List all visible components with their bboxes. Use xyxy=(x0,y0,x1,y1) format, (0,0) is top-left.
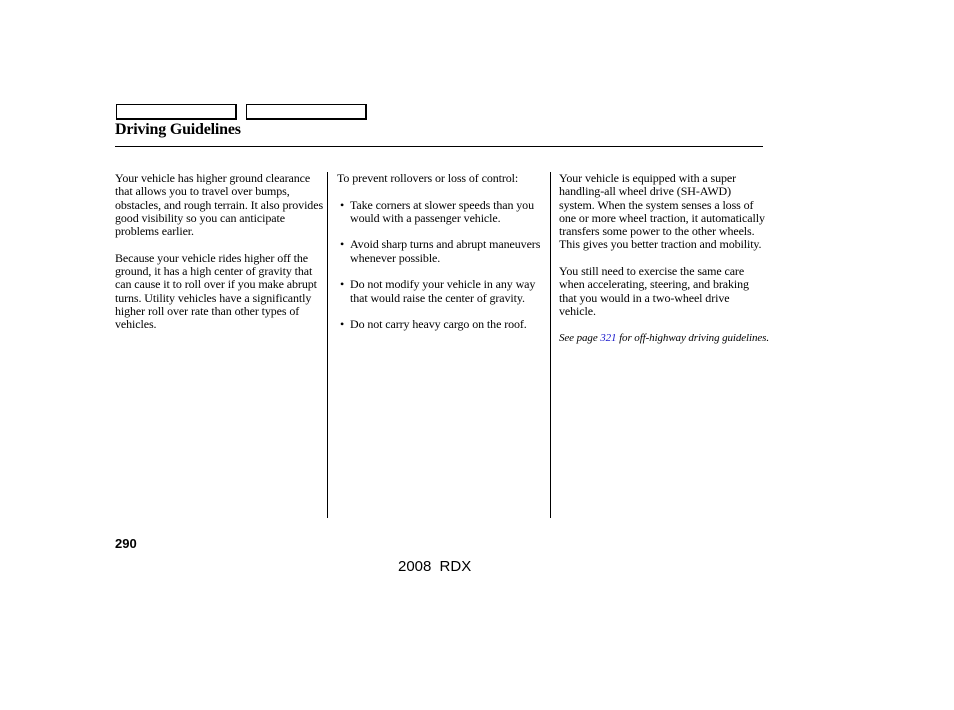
bullet-icon: • xyxy=(340,237,345,252)
section-tab-1[interactable] xyxy=(116,104,237,120)
list-item xyxy=(337,238,542,265)
see-page-prefix: See page xyxy=(559,331,601,344)
rollover-tips-list xyxy=(337,199,542,332)
page-title: Driving Guidelines xyxy=(115,121,241,138)
list-item-text: Do not carry heavy cargo on the roof. xyxy=(350,317,527,332)
title-divider xyxy=(115,146,763,147)
bullet-icon: • xyxy=(340,277,345,292)
column-3 xyxy=(559,172,769,358)
column-2 xyxy=(337,172,542,345)
column-2-intro: To prevent rollovers or loss of control: xyxy=(337,171,519,185)
list-item-text: Avoid sharp turns and abrupt maneuvers whenever possible. xyxy=(350,237,541,265)
column-divider-2 xyxy=(550,172,551,518)
see-page-suffix: for off-highway driving guidelines. xyxy=(616,331,769,344)
footer-model-name: 2008 RDX xyxy=(398,558,472,575)
column-1-paragraph-1: Your vehicle has higher ground clearance that allows you to travel over bumps, obstacles, and rough terrain. It also provides good visibility so you can anticipate problems earlier. xyxy=(115,171,324,239)
column-divider-1 xyxy=(327,172,328,518)
column-1-paragraph-2: Because your vehicle rides higher off the ground, it has a high center of gravity that can cause it to roll over if you make abrupt turns. Utility vehicles have a significantly higher roll over rate than other types of vehicles. xyxy=(115,250,317,332)
column-3-paragraph-1: Your vehicle is equipped with a super handling-all wheel drive (SH-AWD) system. When the system senses a loss of one or more wheel traction, it automatically transfers some power to the other wheels. This gives you better traction and mobility. xyxy=(559,171,765,252)
page-321-link[interactable]: 321 xyxy=(600,331,617,344)
list-item xyxy=(337,278,542,305)
page-number: 290 xyxy=(115,536,137,551)
list-item-text: Do not modify your vehicle in any way that would raise the center of gravity. xyxy=(350,277,536,305)
bullet-icon: • xyxy=(340,317,345,332)
list-item xyxy=(337,318,542,331)
see-page-reference xyxy=(559,332,769,345)
column-1 xyxy=(115,172,325,345)
list-item xyxy=(337,199,542,226)
section-tab-2[interactable] xyxy=(246,104,367,120)
column-3-paragraph-2: You still need to exercise the same care when accelerating, steering, and braking that you would in a two-wheel drive vehicle. xyxy=(559,264,749,318)
bullet-icon: • xyxy=(340,197,345,212)
list-item-text: Take corners at slower speeds than you would with a passenger vehicle. xyxy=(350,197,534,225)
